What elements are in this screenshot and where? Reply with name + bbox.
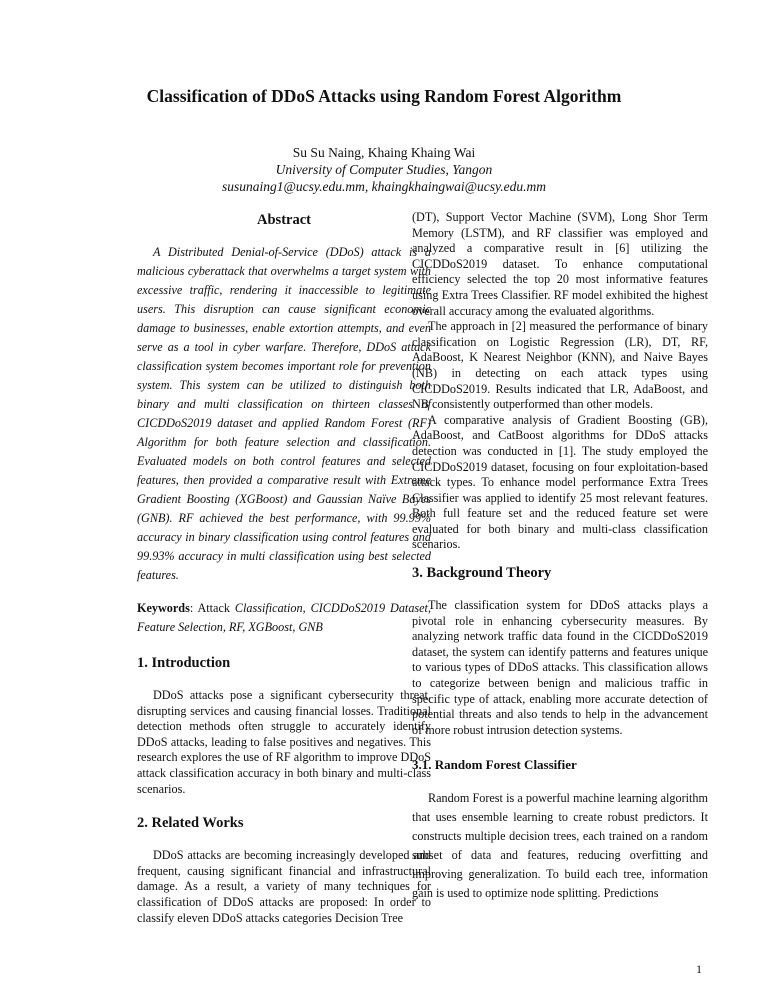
rf-classifier-heading: 3.1. Random Forest Classifier: [412, 757, 577, 773]
left-column: [137, 210, 431, 926]
related-works-para-2: The approach in [2] measured the performance of binary classification on Logistic Regression (LR), DT, RF, AdaBoost, K Nearest Neighbor (KNN), and Naive Bayes (NB) in detecting on each attack types using CICDDoS2019. Results indicated that LR, AdaBoost, and NB consistently outperformed than other models.: [412, 319, 708, 412]
keywords-label: Keywords: [137, 601, 190, 615]
background-heading: 3. Background Theory: [412, 565, 552, 582]
background-text: The classification system for DDoS attacks plays a pivotal role in enhancing cybersecurity measures. By analyzing network traffic data found in the CICDDoS2019 dataset, the system can identify patterns and features unique to various types of DDoS attacks. This classification allows to categorize between benign and malicious traffic in specific type of attack, enabling more accurate detection of potential threats and also tends to help in the advancement of more robust intrusion detection systems.: [412, 598, 708, 737]
abstract-text: A Distributed Denial-of-Service (DDoS) attack is a malicious cyberattack that overwhelms a target system with excessive traffic, rendering it inaccessible to legitimate users. This disruption can cause significant economic damage to businesses, enable extortion attempts, and even serve as a tool in cyber warfare. Therefore, DDoS attack classification system becomes important role for prevention system. This system can be utilized to distinguish both binary and multi classification on thirteen classes of CICDDoS2019 dataset and applied Random Forest (RF) Algorithm for both feature selection and classification. Evaluated models on both control features and selected features, then provided a comparative result with Extreme Gradient Boosting (XGBoost) and Gaussian Naïve Bayes (GNB). RF achieved the best performance, with 99.99% accuracy in binary classification using control features and 99.93% accuracy in multi classification using best selected features.: [137, 245, 431, 582]
related-works-text: DDoS attacks are becoming increasingly developed and frequent, causing significant financial and infrastructural damage. As a result, a variety of many techniques for classification of DDoS attacks are proposed: In order to classify eleven DDoS attacks categories Decision Tree: [137, 848, 431, 925]
related-works-continued: (DT), Support Vector Machine (SVM), Long Shor Term Memory (LSTM), and RF classifier was employed and analyzed a comparative result in [6] utilizing the CICDDoS2019 dataset. To enhance computational efficiency selected the top 20 most informative features using Extra Trees Classifier. RF model exhibited the highest overall accuracy among the evaluated algorithms.: [412, 210, 708, 318]
author-block: [0, 144, 768, 195]
introduction-heading: 1. Introduction: [137, 655, 231, 671]
right-column: [412, 210, 708, 903]
rf-classifier-text: Random Forest is a powerful machine learning algorithm that uses ensemble learning to create robust predictors. It constructs multiple decision trees, each trained on a random subset of data and features, reducing overfitting and improving generalization. To build each tree, information gain is used to optimize node splitting. Predictions: [412, 791, 708, 901]
author-emails: susunaing1@ucsy.edu.mm, khaingkhaingwai@ucsy.edu.mm: [221, 179, 547, 194]
abstract-heading: Abstract: [257, 212, 311, 228]
keywords-first: : Attack: [189, 601, 235, 615]
introduction-text: DDoS attacks pose a significant cybersecurity threat, disrupting services and causing financial losses. Traditional detection methods often struggle to accurately identify DDoS attacks, leading to false positives and negatives. This research explores the use of RF algorithm to improve DDoS attack classification accuracy in both binary and multi-class scenarios.: [137, 688, 431, 796]
keywords-text: Classification, CICDDoS2019 Dataset, Feature Selection, RF, XGBoost, GNB: [137, 601, 431, 634]
author-names: Su Su Naing, Khaing Khaing Wai: [292, 145, 476, 160]
paper-title: Classification of DDoS Attacks using Random Forest Algorithm: [146, 86, 622, 106]
affiliation: University of Computer Studies, Yangon: [275, 162, 493, 177]
related-works-heading: 2. Related Works: [137, 815, 244, 832]
page-number: 1: [696, 962, 702, 976]
keywords: [137, 599, 431, 637]
related-works-para-3: A comparative analysis of Gradient Boosting (GB), AdaBoost, and CatBoost algorithms for DDoS attacks detection was conducted in [1]. The study employed the CICDDoS2019 dataset, focusing on four exploitation-based attack types. To enhance model performance Extra Trees Classifier was applied to identify 25 most relevant features. Both full feature set and the reduced feature set were evaluated for both binary and multi-class classification scenarios.: [412, 412, 708, 552]
